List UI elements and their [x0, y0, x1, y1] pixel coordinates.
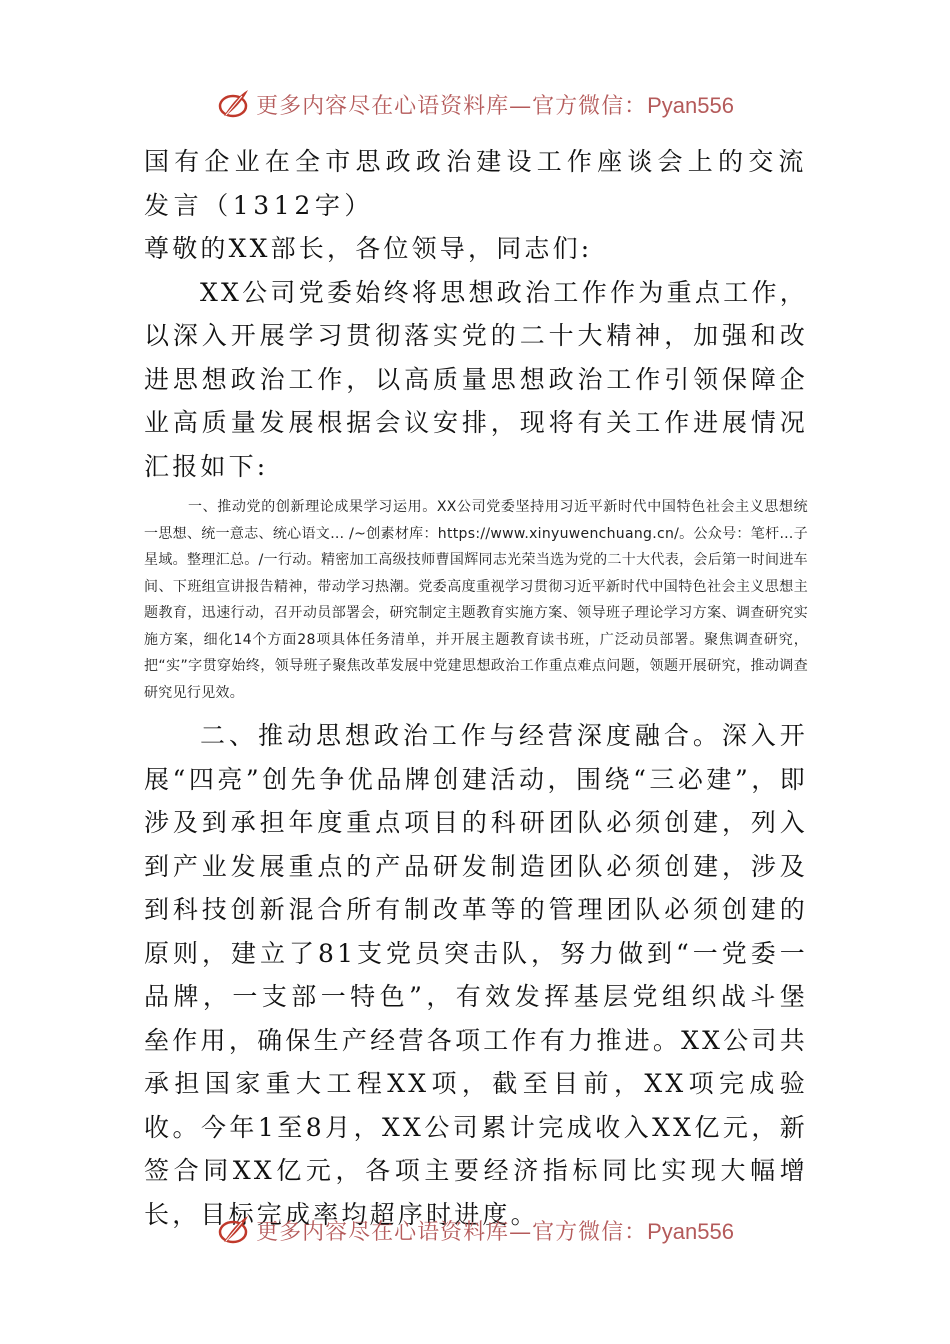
- quill-logo-icon: [216, 1212, 252, 1248]
- document-title: 国有企业在全市思政政治建设工作座谈会上的交流发言（1312字）: [144, 147, 808, 220]
- section-2-paragraph: 二、推动思想政治工作与经营深度融合。深入开展“四亮”创先争优品牌创建活动，围绕“三必建”，即涉及到承担年度重点项目的科研团队必须创建，列入到产业发展重点的产品研发制造团队必须创建，涉及到科技创新混合所有制改革等的管理团队必须创建的原则，建立了81支党员突击队，努力做到“一党委一品牌，一支部一特色”，有效发挥基层党组织战斗堡垒作用，确保生产经营各项工作有力推进。XX公司共承担国家重大工程XX项，截至目前，XX项完成验收。今年1至8月，XX公司累计完成收入XX亿元，新签合同XX亿元，各项主要经济指标同比实现大幅增长，目标完成率均超序时进度。: [144, 721, 808, 1229]
- intro-paragraph: XX公司党委始终将思想政治工作作为重点工作，以深入开展学习贯彻落实党的二十大精神，加强和改进思想政治工作，以高质量思想政治工作引领保障企业高质量发展根据会议安排，现将有关工作进展情况汇报如下:: [144, 277, 808, 481]
- watermark-text: 更多内容尽在心语资料库—官方微信：: [256, 1219, 648, 1245]
- header-watermark: [0, 84, 950, 124]
- watermark-text: 更多内容尽在心语资料库—官方微信：: [256, 93, 648, 119]
- section-1-paragraph: 一、推动党的创新理论成果学习运用。XX公司党委坚持用习近平新时代中国特色社会主义思想统一思想、统一意志、统心语文… /~创素材库：https://www.xinyuwenchuang.cn/。公众号：笔杆…子星域。整理汇总。/一行动。精密加工高级技师曹国辉同志光荣当选为党的二十大代表，会后第一时间进车间、下班组宣讲报告精神，带动学习热潮。党委高度重视学习贯彻习近平新时代中国特色社会主义思想主题教育，迅速行动，召开动员部署会，研究制定主题教育实施方案、领导班子理论学习方案、调查研究实施方案，细化14个方面28项具体任务清单，并开展主题教育读书班，广泛动员部署。聚焦调查研究，把“实”字贯穿始终，领导班子聚焦改革发展中党建思想政治工作重点难点问题，领题开展研究，推动调查研究见行见效。: [144, 499, 808, 701]
- document-body: [144, 140, 808, 1236]
- quill-logo-icon: [216, 86, 252, 122]
- wechat-id: Pyan556: [647, 1218, 734, 1244]
- salutation: 尊敬的XX部长，各位领导，同志们:: [144, 234, 593, 263]
- footer-watermark: [0, 1210, 950, 1250]
- wechat-id: Pyan556: [647, 92, 734, 118]
